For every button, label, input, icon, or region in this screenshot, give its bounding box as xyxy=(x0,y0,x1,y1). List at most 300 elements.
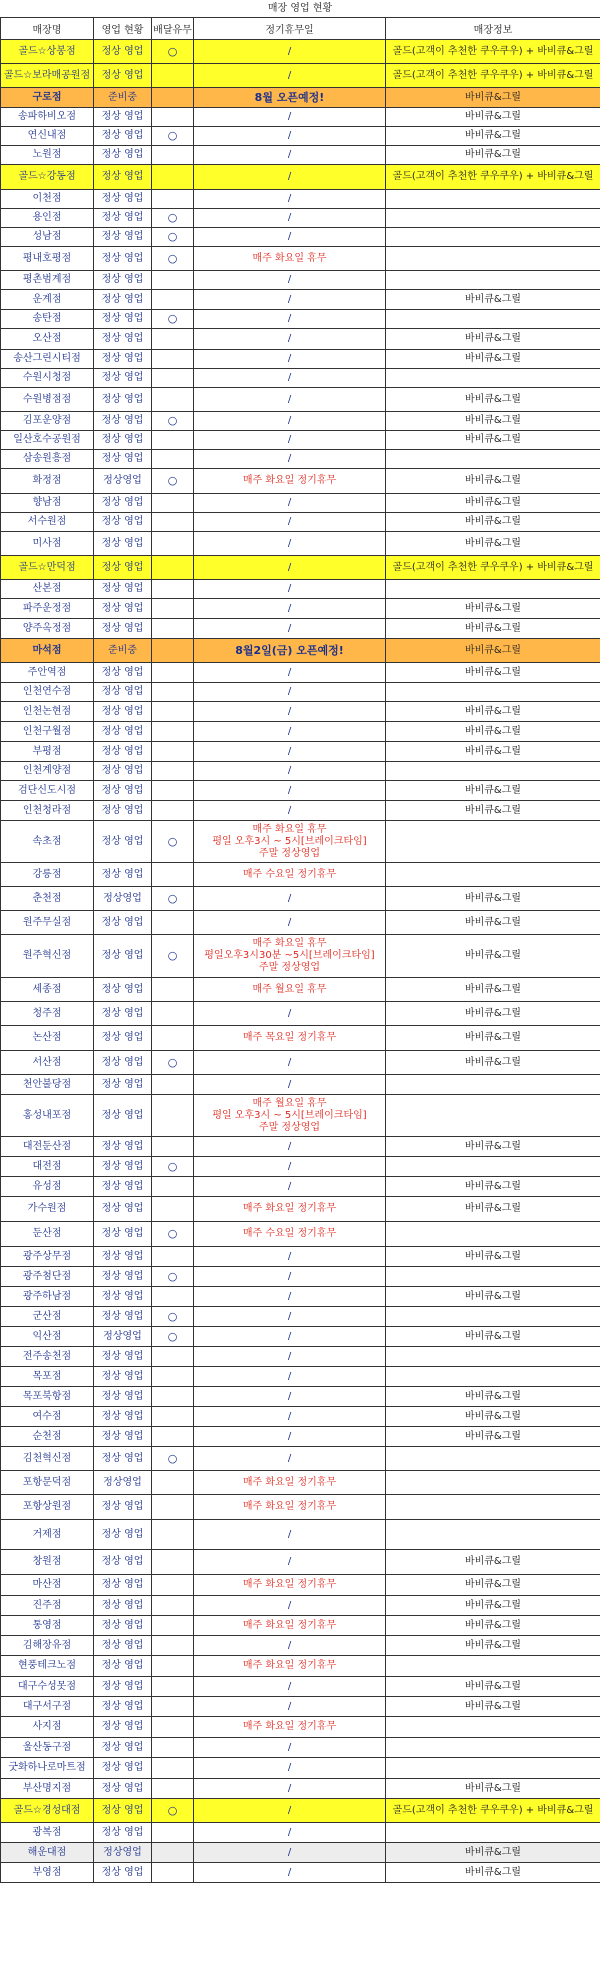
store-status-table xyxy=(0,17,600,1883)
status-cell: 정상 영업 xyxy=(94,1177,152,1197)
holiday-cell: 매주 화요일 정기휴무 xyxy=(194,469,386,494)
store-info-cell: 바비큐&그릴 xyxy=(386,1387,600,1407)
store-name-cell: 일산호수공원점 xyxy=(1,431,94,450)
store-name-cell: 광주상무점 xyxy=(1,1247,94,1267)
store-info-cell: 골드(고객이 추천한 쿠우쿠우) + 바비큐&그릴 xyxy=(386,556,600,580)
delivery-cell xyxy=(152,1247,194,1267)
store-name-cell: 대구수성못점 xyxy=(1,1677,94,1697)
table-row xyxy=(1,1799,600,1823)
holiday-cell: / xyxy=(194,532,386,556)
store-info-cell: 바비큐&그릴 xyxy=(386,1596,600,1616)
store-name-cell: 광주하남점 xyxy=(1,1287,94,1307)
store-info-cell: 골드(고객이 추천한 쿠우쿠우) + 바비큐&그릴 xyxy=(386,40,600,64)
table-row xyxy=(1,556,600,580)
delivery-cell xyxy=(152,1367,194,1387)
store-name-cell: 서산점 xyxy=(1,1051,94,1075)
status-cell: 정상 영업 xyxy=(94,1387,152,1407)
status-cell: 정상영업 xyxy=(94,1471,152,1495)
store-name-cell: 서수원점 xyxy=(1,513,94,532)
store-info-cell xyxy=(386,1717,600,1738)
store-name-cell: 검단신도시점 xyxy=(1,781,94,801)
status-cell: 정상영업 xyxy=(94,1327,152,1347)
table-header-row xyxy=(1,18,600,40)
holiday-cell: / xyxy=(194,146,386,165)
status-cell: 정상 영업 xyxy=(94,350,152,369)
store-name-cell: 현풍테크노점 xyxy=(1,1656,94,1677)
delivery-cell xyxy=(152,532,194,556)
store-name-cell: 논산점 xyxy=(1,1026,94,1051)
store-name-cell: 오산점 xyxy=(1,329,94,350)
status-cell: 정상 영업 xyxy=(94,911,152,935)
holiday-cell: / xyxy=(194,742,386,762)
delivery-cell xyxy=(152,1596,194,1616)
store-name-cell: 진주점 xyxy=(1,1596,94,1616)
table-row xyxy=(1,1495,600,1520)
store-info-cell: 바비큐&그릴 xyxy=(386,1779,600,1799)
store-info-cell: 바비큐&그릴 xyxy=(386,1843,600,1863)
status-cell: 정상 영업 xyxy=(94,290,152,310)
delivery-cell xyxy=(152,1177,194,1197)
holiday-cell: / xyxy=(194,683,386,702)
store-info-cell xyxy=(386,247,600,271)
holiday-cell: 매주 화요일 휴무 평일오후3시30분 ~5시[브레이크타임] 주말 정상영업 xyxy=(194,935,386,978)
table-row xyxy=(1,1616,600,1636)
holiday-cell: / xyxy=(194,431,386,450)
store-info-cell: 바비큐&그릴 xyxy=(386,742,600,762)
table-row xyxy=(1,722,600,742)
delivery-cell xyxy=(152,431,194,450)
holiday-cell: / xyxy=(194,702,386,722)
status-cell: 정상 영업 xyxy=(94,1427,152,1447)
status-cell: 정상 영업 xyxy=(94,1137,152,1157)
status-cell: 정상 영업 xyxy=(94,1095,152,1137)
holiday-cell: / xyxy=(194,619,386,639)
delivery-cell xyxy=(152,801,194,821)
table-row xyxy=(1,1307,600,1327)
holiday-cell: / xyxy=(194,1287,386,1307)
holiday-cell: 매주 목요일 정기휴무 xyxy=(194,1026,386,1051)
holiday-cell: 매주 수요일 정기휴무 xyxy=(194,863,386,887)
store-name-cell: 수원시청점 xyxy=(1,369,94,388)
store-info-cell: 바비큐&그릴 xyxy=(386,887,600,911)
table-row xyxy=(1,1823,600,1843)
store-name-cell: 이천점 xyxy=(1,190,94,209)
delivery-cell xyxy=(152,1095,194,1137)
holiday-cell: / xyxy=(194,64,386,88)
store-name-cell: 유성점 xyxy=(1,1177,94,1197)
table-row xyxy=(1,127,600,146)
table-row xyxy=(1,580,600,599)
delivery-cell xyxy=(152,146,194,165)
page-title: 매장 영업 현황 xyxy=(267,3,333,14)
store-name-cell: 운계점 xyxy=(1,290,94,310)
table-row xyxy=(1,978,600,1002)
holiday-cell: / xyxy=(194,165,386,190)
delivery-cell xyxy=(152,1677,194,1697)
store-name-cell: 송탄점 xyxy=(1,310,94,329)
table-row xyxy=(1,329,600,350)
store-info-cell: 바비큐&그릴 xyxy=(386,1677,600,1697)
status-cell: 정상 영업 xyxy=(94,1799,152,1823)
store-name-cell: 향남점 xyxy=(1,494,94,513)
store-info-cell xyxy=(386,1095,600,1137)
delivery-cell xyxy=(152,1779,194,1799)
table-row xyxy=(1,1697,600,1717)
status-cell: 정상영업 xyxy=(94,469,152,494)
holiday-cell: / xyxy=(194,1738,386,1758)
store-name-cell: 인천연수점 xyxy=(1,683,94,702)
holiday-cell: / xyxy=(194,801,386,821)
status-cell: 정상 영업 xyxy=(94,1075,152,1095)
holiday-cell: 매주 월요일 휴무 평일 오후3시 ~ 5시[브레이크타임] 주말 정상영업 xyxy=(194,1095,386,1137)
holiday-cell: / xyxy=(194,329,386,350)
holiday-cell: / xyxy=(194,412,386,431)
store-name-cell: 골드☆경성대점 xyxy=(1,1799,94,1823)
status-cell: 정상 영업 xyxy=(94,1656,152,1677)
status-cell: 정상 영업 xyxy=(94,1575,152,1596)
store-info-cell: 바비큐&그릴 xyxy=(386,329,600,350)
holiday-cell: / xyxy=(194,190,386,209)
holiday-cell: 매주 월요일 휴무 xyxy=(194,978,386,1002)
store-name-cell: 인천논현점 xyxy=(1,702,94,722)
table-row xyxy=(1,1197,600,1222)
store-name-cell: 가수원점 xyxy=(1,1197,94,1222)
status-cell: 준비중 xyxy=(94,88,152,108)
table-row xyxy=(1,1427,600,1447)
table-row xyxy=(1,1267,600,1287)
delivery-cell: ○ xyxy=(152,821,194,863)
holiday-cell: 매주 화요일 정기휴무 xyxy=(194,1575,386,1596)
store-info-cell: 바비큐&그릴 xyxy=(386,146,600,165)
holiday-cell: / xyxy=(194,887,386,911)
store-info-cell: 바비큐&그릴 xyxy=(386,412,600,431)
table-row xyxy=(1,1387,600,1407)
holiday-cell: 매주 화요일 정기휴무 xyxy=(194,1197,386,1222)
store-name-cell: 연신내점 xyxy=(1,127,94,146)
status-cell: 정상 영업 xyxy=(94,1267,152,1287)
table-row xyxy=(1,1758,600,1779)
holiday-cell: / xyxy=(194,663,386,683)
holiday-cell: / xyxy=(194,1267,386,1287)
delivery-cell xyxy=(152,1550,194,1575)
store-name-cell: 양주옥정점 xyxy=(1,619,94,639)
delivery-cell xyxy=(152,683,194,702)
delivery-cell: ○ xyxy=(152,1307,194,1327)
delivery-cell xyxy=(152,863,194,887)
store-info-cell: 바비큐&그릴 xyxy=(386,431,600,450)
store-info-cell xyxy=(386,1347,600,1367)
store-info-cell: 바비큐&그릴 xyxy=(386,127,600,146)
table-row xyxy=(1,1717,600,1738)
delivery-cell: ○ xyxy=(152,1267,194,1287)
store-name-cell: 삼송원흥점 xyxy=(1,450,94,469)
status-cell: 정상 영업 xyxy=(94,40,152,64)
holiday-cell: / xyxy=(194,781,386,801)
holiday-cell: / xyxy=(194,1137,386,1157)
store-name-cell: 포항문덕점 xyxy=(1,1471,94,1495)
delivery-cell xyxy=(152,1407,194,1427)
store-info-cell: 바비큐&그릴 xyxy=(386,469,600,494)
status-cell: 정상 영업 xyxy=(94,683,152,702)
table-row xyxy=(1,1222,600,1247)
store-name-cell: 순천점 xyxy=(1,1427,94,1447)
status-cell: 정상 영업 xyxy=(94,494,152,513)
delivery-cell xyxy=(152,663,194,683)
table-row xyxy=(1,146,600,165)
status-cell: 정상 영업 xyxy=(94,762,152,781)
store-name-cell: 홍성내포점 xyxy=(1,1095,94,1137)
status-cell: 정상 영업 xyxy=(94,412,152,431)
delivery-cell xyxy=(152,165,194,190)
table-row xyxy=(1,108,600,127)
store-name-cell: 굿화하나로마트점 xyxy=(1,1758,94,1779)
table-row xyxy=(1,1177,600,1197)
status-cell: 정상 영업 xyxy=(94,781,152,801)
store-name-cell: 속초점 xyxy=(1,821,94,863)
table-row xyxy=(1,88,600,108)
store-name-cell: 마산점 xyxy=(1,1575,94,1596)
status-cell: 정상 영업 xyxy=(94,228,152,247)
store-name-cell: 대구서구점 xyxy=(1,1697,94,1717)
delivery-cell xyxy=(152,513,194,532)
holiday-cell: / xyxy=(194,1157,386,1177)
delivery-cell xyxy=(152,1616,194,1636)
store-info-cell: 바비큐&그릴 xyxy=(386,388,600,412)
delivery-cell xyxy=(152,722,194,742)
holiday-cell: 매주 화요일 정기휴무 xyxy=(194,1717,386,1738)
store-info-cell: 바비큐&그릴 xyxy=(386,1575,600,1596)
store-info-cell: 바비큐&그릴 xyxy=(386,532,600,556)
store-info-cell xyxy=(386,1520,600,1550)
header-delivery: 배달유무 xyxy=(152,18,194,40)
store-name-cell: 노원점 xyxy=(1,146,94,165)
store-name-cell: 광복점 xyxy=(1,1823,94,1843)
table-row xyxy=(1,887,600,911)
table-row xyxy=(1,911,600,935)
holiday-cell: / xyxy=(194,1758,386,1779)
delivery-cell xyxy=(152,1636,194,1656)
holiday-cell: / xyxy=(194,494,386,513)
header-store-info: 매장정보 xyxy=(386,18,600,40)
store-info-cell xyxy=(386,1656,600,1677)
store-name-cell: 통영점 xyxy=(1,1616,94,1636)
header-status: 영업 현황 xyxy=(94,18,152,40)
status-cell: 정상 영업 xyxy=(94,1495,152,1520)
delivery-cell xyxy=(152,1137,194,1157)
store-info-cell xyxy=(386,1495,600,1520)
status-cell: 정상 영업 xyxy=(94,1307,152,1327)
status-cell: 정상 영업 xyxy=(94,801,152,821)
holiday-cell: / xyxy=(194,1075,386,1095)
store-info-cell: 바비큐&그릴 xyxy=(386,1550,600,1575)
holiday-cell: / xyxy=(194,209,386,228)
holiday-cell: 8월2일(금) 오픈예정! xyxy=(194,639,386,663)
store-info-cell xyxy=(386,310,600,329)
store-info-cell: 바비큐&그릴 xyxy=(386,108,600,127)
status-cell: 정상 영업 xyxy=(94,369,152,388)
status-cell: 정상 영업 xyxy=(94,108,152,127)
delivery-cell xyxy=(152,1197,194,1222)
table-row xyxy=(1,1407,600,1427)
table-row xyxy=(1,271,600,290)
delivery-cell: ○ xyxy=(152,1327,194,1347)
store-name-cell: 산본점 xyxy=(1,580,94,599)
store-name-cell: 김천혁신점 xyxy=(1,1447,94,1471)
delivery-cell: ○ xyxy=(152,310,194,329)
store-name-cell: 군산점 xyxy=(1,1307,94,1327)
store-info-cell xyxy=(386,1738,600,1758)
table-row xyxy=(1,1367,600,1387)
status-cell: 정상 영업 xyxy=(94,821,152,863)
store-info-cell xyxy=(386,1075,600,1095)
store-name-cell: 목포북항점 xyxy=(1,1387,94,1407)
store-info-cell: 바비큐&그릴 xyxy=(386,1177,600,1197)
holiday-cell: / xyxy=(194,1327,386,1347)
status-cell: 정상 영업 xyxy=(94,742,152,762)
status-cell: 정상 영업 xyxy=(94,1616,152,1636)
delivery-cell: ○ xyxy=(152,228,194,247)
holiday-cell: 매주 화요일 정기휴무 xyxy=(194,1495,386,1520)
holiday-cell: / xyxy=(194,762,386,781)
holiday-cell: / xyxy=(194,1520,386,1550)
store-info-cell: 바비큐&그릴 xyxy=(386,1697,600,1717)
delivery-cell xyxy=(152,1575,194,1596)
status-cell: 정상 영업 xyxy=(94,190,152,209)
delivery-cell xyxy=(152,742,194,762)
delivery-cell xyxy=(152,290,194,310)
store-name-cell: 평내호평점 xyxy=(1,247,94,271)
status-cell: 정상 영업 xyxy=(94,556,152,580)
store-info-cell: 바비큐&그릴 xyxy=(386,1247,600,1267)
table-row xyxy=(1,450,600,469)
holiday-cell: / xyxy=(194,556,386,580)
store-name-cell: 목포점 xyxy=(1,1367,94,1387)
delivery-cell: ○ xyxy=(152,209,194,228)
delivery-cell xyxy=(152,1471,194,1495)
status-cell: 정상 영업 xyxy=(94,863,152,887)
status-cell: 정상 영업 xyxy=(94,1738,152,1758)
store-name-cell: 부평점 xyxy=(1,742,94,762)
store-name-cell: 인천구월점 xyxy=(1,722,94,742)
store-name-cell: 화정점 xyxy=(1,469,94,494)
holiday-cell: / xyxy=(194,271,386,290)
delivery-cell xyxy=(152,1738,194,1758)
store-info-cell xyxy=(386,1157,600,1177)
holiday-cell: / xyxy=(194,599,386,619)
delivery-cell: ○ xyxy=(152,412,194,431)
store-info-cell: 바비큐&그릴 xyxy=(386,1287,600,1307)
status-cell: 정상 영업 xyxy=(94,978,152,1002)
store-name-cell: 송산그린시티점 xyxy=(1,350,94,369)
delivery-cell xyxy=(152,88,194,108)
store-name-cell: 세종점 xyxy=(1,978,94,1002)
status-cell: 정상 영업 xyxy=(94,1758,152,1779)
table-row xyxy=(1,532,600,556)
table-row xyxy=(1,469,600,494)
table-row xyxy=(1,702,600,722)
store-info-cell: 바비큐&그릴 xyxy=(386,1327,600,1347)
store-name-cell: 김포운양점 xyxy=(1,412,94,431)
delivery-cell: ○ xyxy=(152,1157,194,1177)
store-name-cell: 주안역점 xyxy=(1,663,94,683)
delivery-cell xyxy=(152,450,194,469)
status-cell: 정상 영업 xyxy=(94,1407,152,1427)
store-name-cell: 광주첨단점 xyxy=(1,1267,94,1287)
store-info-cell: 바비큐&그릴 xyxy=(386,1427,600,1447)
delivery-cell: ○ xyxy=(152,127,194,146)
status-cell: 정상 영업 xyxy=(94,1636,152,1656)
status-cell: 정상 영업 xyxy=(94,663,152,683)
delivery-cell xyxy=(152,1427,194,1447)
status-cell: 정상 영업 xyxy=(94,329,152,350)
store-info-cell: 골드(고객이 추천한 쿠우쿠우) + 바비큐&그릴 xyxy=(386,64,600,88)
holiday-cell: / xyxy=(194,1697,386,1717)
status-cell: 정상 영업 xyxy=(94,513,152,532)
table-row xyxy=(1,1520,600,1550)
store-info-cell: 바비큐&그릴 xyxy=(386,1616,600,1636)
status-cell: 정상 영업 xyxy=(94,1051,152,1075)
delivery-cell xyxy=(152,1697,194,1717)
store-info-cell xyxy=(386,683,600,702)
store-name-cell: 원주혁신점 xyxy=(1,935,94,978)
status-cell: 정상 영업 xyxy=(94,271,152,290)
store-info-cell xyxy=(386,863,600,887)
store-name-cell: 성남점 xyxy=(1,228,94,247)
store-name-cell: 김해장유점 xyxy=(1,1636,94,1656)
table-row xyxy=(1,1157,600,1177)
store-info-cell: 바비큐&그릴 xyxy=(386,599,600,619)
store-info-cell xyxy=(386,1307,600,1327)
status-cell: 정상 영업 xyxy=(94,1026,152,1051)
header-store-name: 매장명 xyxy=(1,18,94,40)
table-row xyxy=(1,369,600,388)
store-name-cell: 인천청라점 xyxy=(1,801,94,821)
store-name-cell: 골드☆상봉점 xyxy=(1,40,94,64)
delivery-cell: ○ xyxy=(152,1222,194,1247)
status-cell: 정상 영업 xyxy=(94,1197,152,1222)
holiday-cell: / xyxy=(194,40,386,64)
delivery-cell xyxy=(152,1863,194,1883)
delivery-cell: ○ xyxy=(152,935,194,978)
table-row xyxy=(1,247,600,271)
status-cell: 정상 영업 xyxy=(94,209,152,228)
table-row xyxy=(1,742,600,762)
store-name-cell: 원주무실점 xyxy=(1,911,94,935)
status-cell: 정상 영업 xyxy=(94,1779,152,1799)
table-row xyxy=(1,1636,600,1656)
status-cell: 정상 영업 xyxy=(94,146,152,165)
delivery-cell xyxy=(152,1387,194,1407)
table-row xyxy=(1,513,600,532)
status-cell: 정상 영업 xyxy=(94,165,152,190)
store-name-cell: 사지점 xyxy=(1,1717,94,1738)
holiday-cell: / xyxy=(194,1863,386,1883)
table-row xyxy=(1,310,600,329)
store-name-cell: 미사점 xyxy=(1,532,94,556)
status-cell: 정상 영업 xyxy=(94,310,152,329)
table-row xyxy=(1,431,600,450)
store-info-cell: 바비큐&그릴 xyxy=(386,639,600,663)
store-name-cell: 익산점 xyxy=(1,1327,94,1347)
status-cell: 정상 영업 xyxy=(94,1863,152,1883)
store-name-cell: 둔산점 xyxy=(1,1222,94,1247)
store-info-cell xyxy=(386,228,600,247)
holiday-cell: / xyxy=(194,350,386,369)
store-info-cell xyxy=(386,369,600,388)
store-info-cell xyxy=(386,762,600,781)
holiday-cell: / xyxy=(194,1347,386,1367)
store-info-cell: 바비큐&그릴 xyxy=(386,290,600,310)
